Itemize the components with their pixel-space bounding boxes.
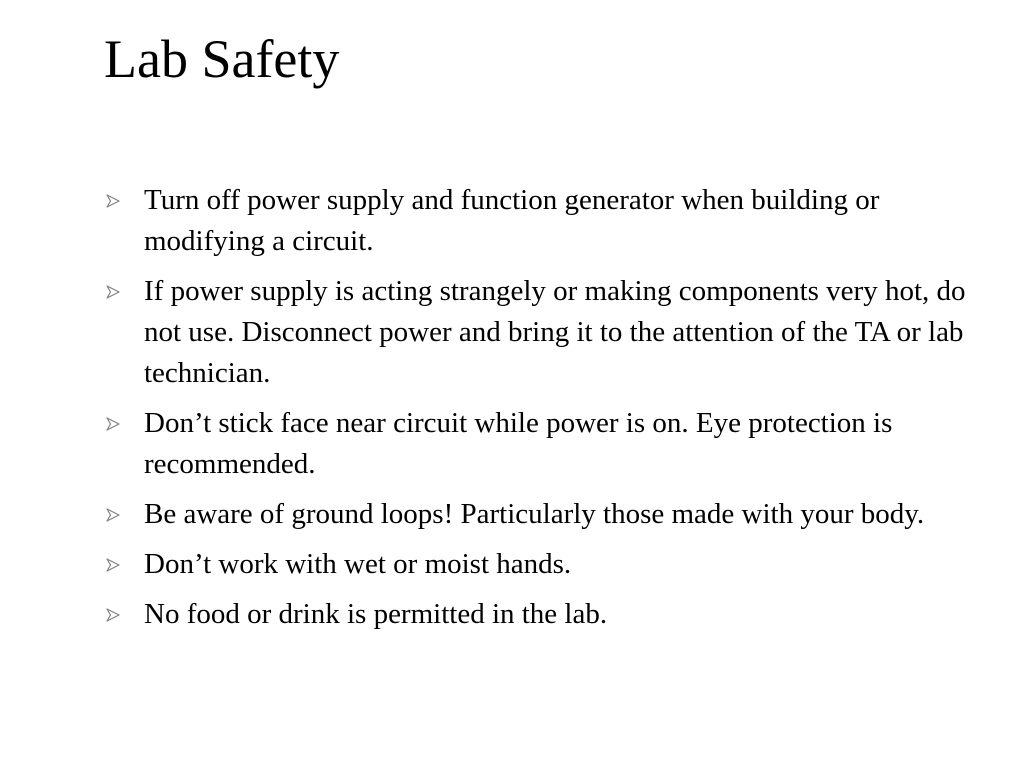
bullet-text: Don’t stick face near circuit while power is on. Eye protection is recommended. — [144, 407, 893, 480]
bullet-text: If power supply is acting strangely or making components very hot, do not use. Disconnect power and bring it to the attention of the TA or lab technician. — [144, 275, 966, 389]
slide-title: Lab Safety — [104, 29, 340, 89]
bullet-item — [104, 180, 984, 262]
bullet-text: No food or drink is permitted in the lab. — [144, 598, 608, 630]
arrowhead-bullet-icon — [106, 417, 120, 431]
arrowhead-bullet-icon — [106, 194, 120, 208]
arrowhead-bullet-icon — [106, 508, 120, 522]
bullet-item — [104, 544, 984, 585]
arrowhead-bullet-icon — [106, 285, 120, 299]
bullet-text: Don’t work with wet or moist hands. — [144, 548, 572, 580]
bullet-item — [104, 403, 984, 485]
bullet-list — [104, 180, 984, 644]
arrowhead-bullet-icon — [106, 608, 120, 622]
bullet-text: Be aware of ground loops! Particularly those made with your body. — [144, 498, 925, 530]
bullet-item — [104, 494, 984, 535]
bullet-text: Turn off power supply and function generator when building or modifying a circuit. — [144, 184, 880, 257]
bullet-item — [104, 594, 984, 635]
bullet-item — [104, 271, 984, 394]
arrowhead-bullet-icon — [106, 558, 120, 572]
